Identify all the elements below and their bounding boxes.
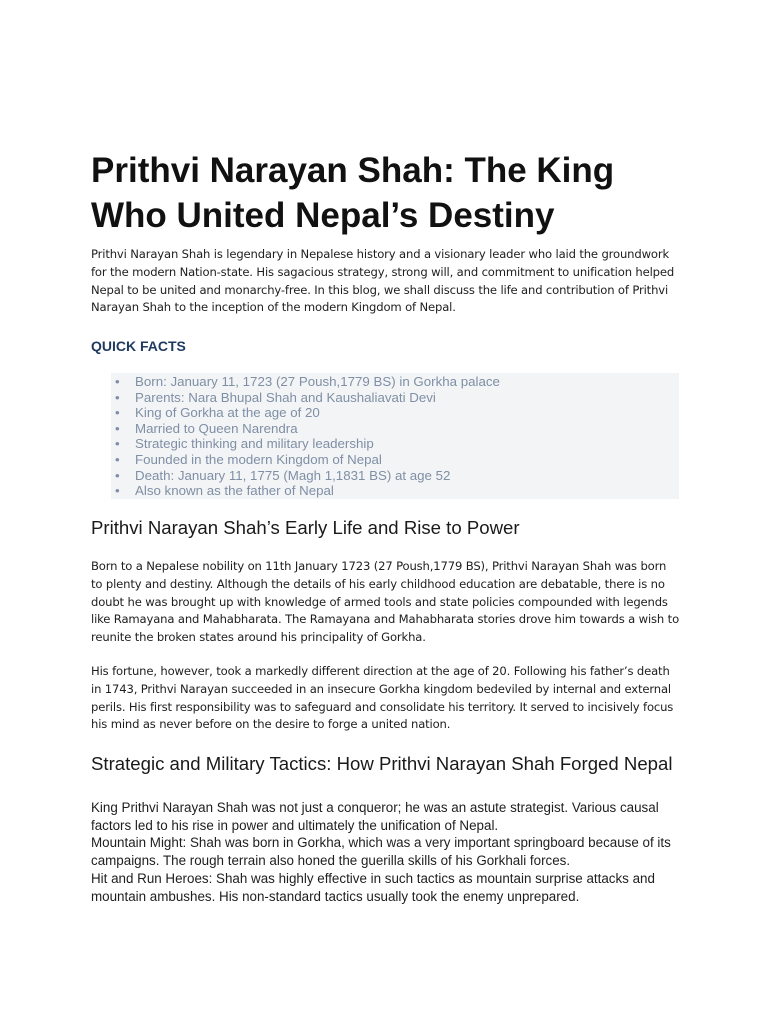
strategy-paragraph-1: King Prithvi Narayan Shah was not just a conqueror; he was an astute strategist. Various causal factors led to his rise in power and ultimately the unification of Nepal. (91, 800, 659, 833)
quick-fact-item: • Also known as the father of Nepal (115, 483, 500, 499)
quick-fact-item: • King of Gorkha at the age of 20 (115, 405, 500, 421)
quick-fact-item: • Founded in the modern Kingdom of Nepal (115, 452, 500, 468)
early-life-heading: Prithvi Narayan Shah’s Early Life and Rise to Power (91, 517, 520, 538)
quick-fact-item: • Married to Queen Narendra (115, 421, 500, 437)
early-life-paragraph-1: Born to a Nepalese nobility on 11th January 1723 (27 Poush,1779 BS), Prithvi Narayan Shah was born to plenty and destiny. Although the details of his early childhood education are debatable, there is no doubt he was brought up with knowledge of armed tools and state policies compounded with legends like Ramayana and Mahabharata. The Ramayana and Mahabharata stories drove him towards a wish to reunite the broken states around his principality of Gorkha. (91, 559, 680, 645)
early-life-paragraph-2: His fortune, however, took a markedly different direction at the age of 20. Following his father’s death in 1743, Prithvi Narayan succeeded in an insecure Gorkha kingdom bedeviled by internal and external perils. His first responsibility was to safeguard and consolidate his territory. It served to incisively focus his mind as never before on the desire to forge a united nation. (91, 664, 674, 732)
strategy-paragraph-3: Hit and Run Heroes: Shah was highly effective in such tactics as mountain surprise attacks and mountain ambushes. His non-standard tactics usually took the enemy unprepared. (91, 871, 655, 904)
quick-facts-heading: QUICK FACTS (91, 338, 186, 354)
quick-fact-item: • Born: January 11, 1723 (27 Poush,1779 BS) in Gorkha palace (115, 374, 500, 390)
quick-fact-item: • Death: January 11, 1775 (Magh 1,1831 BS) at age 52 (115, 468, 500, 484)
quick-fact-item: • Strategic thinking and military leadership (115, 436, 500, 452)
intro-paragraph: Prithvi Narayan Shah is legendary in Nepalese history and a visionary leader who laid the groundwork for the modern Nation-state. His sagacious strategy, strong will, and commitment to unification helped Nepal to be united and monarchy-free. In this blog, we shall discuss the life and contribution of Prithvi Narayan Shah to the inception of the modern Kingdom of Nepal. (91, 247, 675, 315)
strategy-paragraph-2: Mountain Might: Shah was born in Gorkha, which was a very important springboard because of its campaigns. The rough terrain also honed the guerilla skills of his Gorkhali forces. (91, 835, 671, 868)
page-title: Prithvi Narayan Shah: The King Who United Nepal’s Destiny (91, 151, 615, 235)
strategy-heading: Strategic and Military Tactics: How Prithvi Narayan Shah Forged Nepal (91, 753, 673, 774)
quick-fact-item: • Parents: Nara Bhupal Shah and Kaushaliavati Devi (115, 390, 500, 406)
quick-facts-list (115, 374, 500, 499)
